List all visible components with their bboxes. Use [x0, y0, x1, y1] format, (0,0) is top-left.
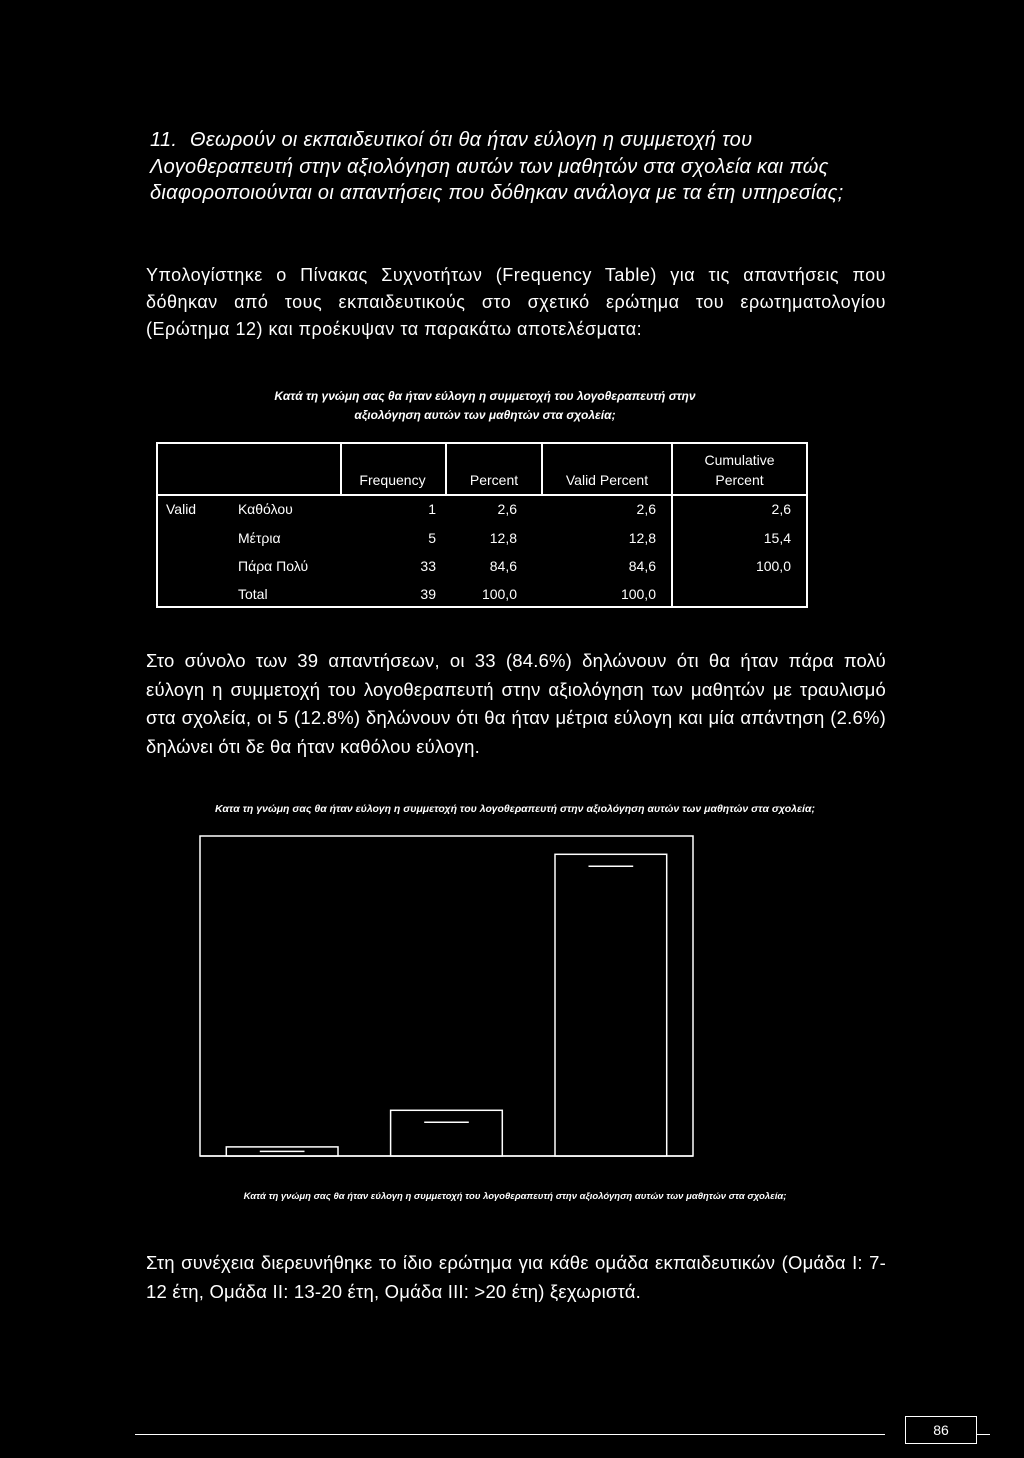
table-group-label: Valid [166, 501, 197, 517]
row-cumulative: 2,6 [771, 501, 791, 517]
bar-chart [195, 830, 705, 1160]
header-percent: Percent [469, 472, 519, 488]
row-cumulative: 15,4 [763, 530, 791, 546]
frequency-table [156, 442, 808, 608]
summary-paragraph: Στο σύνολο των 39 απαντήσεων, οι 33 (84.6%) δηλώνουν ότι θα ήταν πάρα πολύ εύλογη η συμμετοχή του λογοθεραπευτή στην αξιολόγηση των μαθητών με τραυλισμό στα σχολεία, οι 5 (12.8%) δηλώνουν ότι θα ήταν μέτρια εύλογη και μία απάντηση (2.6%) δηλώνει ότι δε θα ήταν καθόλου εύλογη. [146, 650, 886, 757]
table-divider [445, 444, 447, 496]
question-number: 11. [150, 129, 178, 151]
footer-tick [976, 1434, 990, 1435]
row-frequency: 1 [428, 501, 436, 517]
row-label: Πάρα Πολύ [238, 558, 309, 574]
chart-bar-2 [555, 854, 667, 1156]
row-valid-percent: 84,6 [628, 558, 656, 574]
footer-rule [135, 1434, 885, 1435]
row-frequency: 5 [428, 530, 436, 546]
row-percent: 2,6 [497, 501, 517, 517]
intro-paragraph: Υπολογίστηκε ο Πίνακας Συχνοτήτων (Frequency Table) για τις απαντήσεις που δόθηκαν από τους εκπαιδευτικούς στο σχετικό ερώτημα του ερωτηματολογίου (Ερώτημα 12) και προέκυψαν τα παρακάτω αποτελέσματα: [146, 265, 886, 339]
table-title-line2: αξιολόγηση αυτών των μαθητών στα σχολεία; [354, 408, 616, 422]
header-cumulative-line1: Cumulative [704, 452, 775, 468]
chart-title: Κατα τη γνώμη σας θα ήταν εύλογη η συμμετοχή του λογοθεραπευτή στην αξιολόγηση αυτών των μαθητών στα σχολεία; [215, 803, 815, 815]
row-valid-percent: 2,6 [636, 501, 656, 517]
row-percent: 84,6 [489, 558, 517, 574]
header-cumulative-line2: Percent [715, 472, 764, 488]
question-text: Θεωρούν οι εκπαιδευτικοί ότι θα ήταν εύλογη η συμμετοχή του Λογοθεραπευτή στην αξιολόγηση αυτών των μαθητών στα σχολεία και πώς διαφοροποιούνται οι απαντήσεις που δόθηκαν ανάλογα με τα έτη υπηρεσίας; [150, 129, 844, 204]
question-heading [150, 127, 895, 207]
row-valid-percent: 100,0 [620, 586, 656, 602]
header-frequency: Frequency [359, 472, 426, 488]
page-number: 86 [905, 1416, 977, 1444]
row-label: Total [238, 586, 268, 602]
chart-xlabel: Κατά τη γνώμη σας θα ήταν εύλογη η συμμετοχή του λογοθεραπευτή στην αξιολόγηση αυτών των μαθητών στα σχολεία; [243, 1191, 787, 1202]
row-valid-percent: 12,8 [628, 530, 656, 546]
chart-bar-1 [391, 1110, 503, 1156]
table-title [150, 387, 820, 425]
table-header-rule [158, 494, 806, 496]
table-divider [541, 444, 543, 496]
row-label: Καθόλου [238, 501, 293, 517]
table-title-line1: Κατά τη γνώμη σας θα ήταν εύλογη η συμμετοχή του λογοθεραπευτή στην [274, 389, 696, 403]
row-frequency: 39 [420, 586, 436, 602]
row-cumulative: 100,0 [755, 558, 791, 574]
closing-paragraph: Στη συνέχεια διερευνήθηκε το ίδιο ερώτημα για κάθε ομάδα εκπαιδευτικών (Ομάδα Ι: 7-12 έτη, Ομάδα ΙΙ: 13-20 έτη, Ομάδα ΙΙΙ: >20 έτη) ξεχωριστά. [146, 1252, 886, 1302]
table-divider [340, 444, 342, 496]
row-percent: 100,0 [481, 586, 517, 602]
chart-bars [226, 854, 666, 1156]
header-valid-percent: Valid Percent [565, 472, 649, 488]
row-percent: 12,8 [489, 530, 517, 546]
row-label: Μέτρια [238, 530, 281, 546]
row-frequency: 33 [420, 558, 436, 574]
